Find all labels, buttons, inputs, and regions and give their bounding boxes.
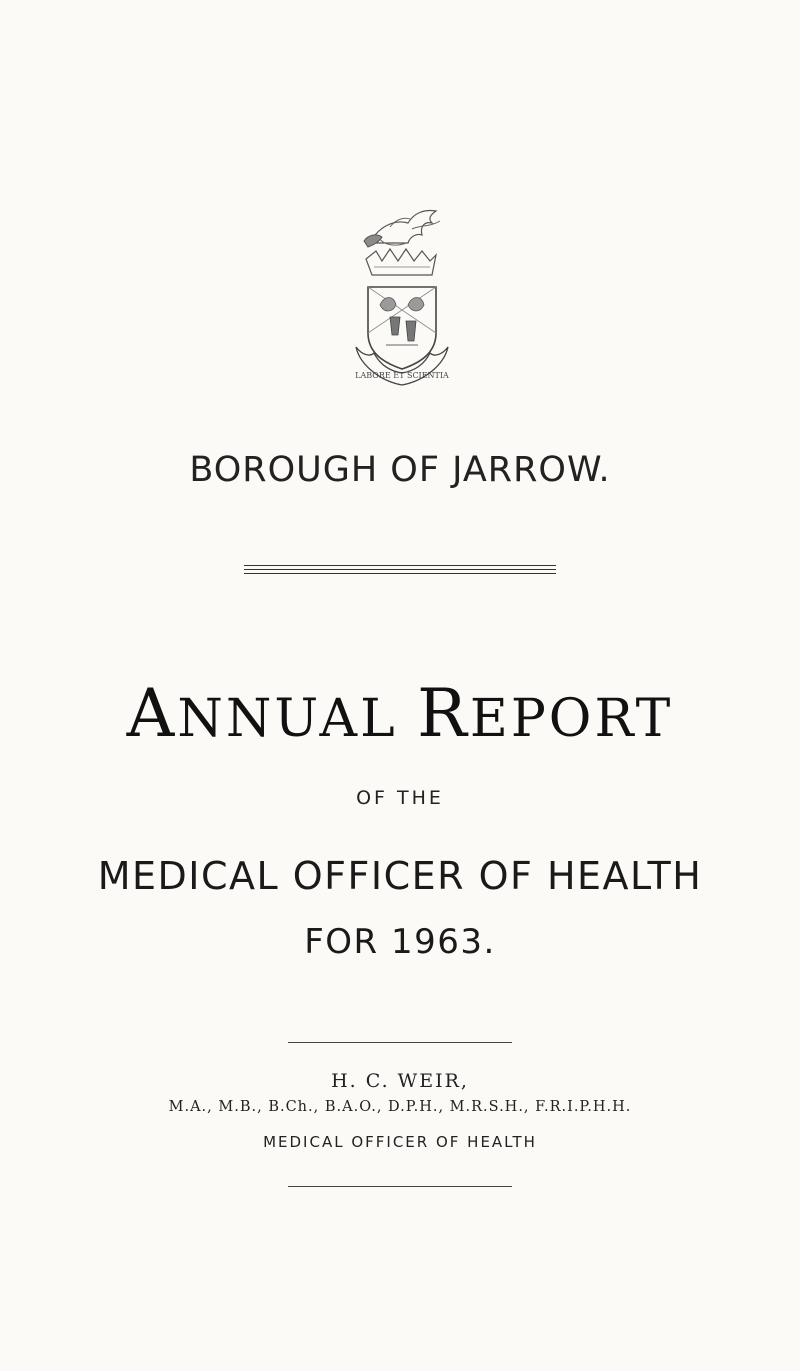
report-title-initial-r: R [417,675,470,752]
author-position: MEDICAL OFFICER OF HEALTH [263,1133,537,1151]
report-title-initial-a: A [126,675,178,752]
divider-top [288,1042,512,1043]
report-subject: MEDICAL OFFICER OF HEALTH [97,854,703,898]
report-title-report-rest: EPORT [469,689,674,749]
double-divider [244,565,556,577]
borough-crest-icon [350,205,454,395]
report-title [0,675,800,752]
report-title-annual-rest: NNUAL [177,689,418,749]
of-the-line: OF THE [356,787,444,809]
author-qualifications: M.A., M.B., B.Ch., B.A.O., D.P.H., M.R.S.H., F.R.I.P.H.H. [168,1099,632,1115]
author-name: H. C. WEIR, [331,1070,469,1092]
report-year: FOR 1963. [304,922,496,962]
divider-bottom [288,1186,512,1187]
borough-heading: BOROUGH OF JARROW. [189,450,611,490]
svg-text:LABORE ET SCIENTIA: LABORE ET SCIENTIA [355,371,449,380]
